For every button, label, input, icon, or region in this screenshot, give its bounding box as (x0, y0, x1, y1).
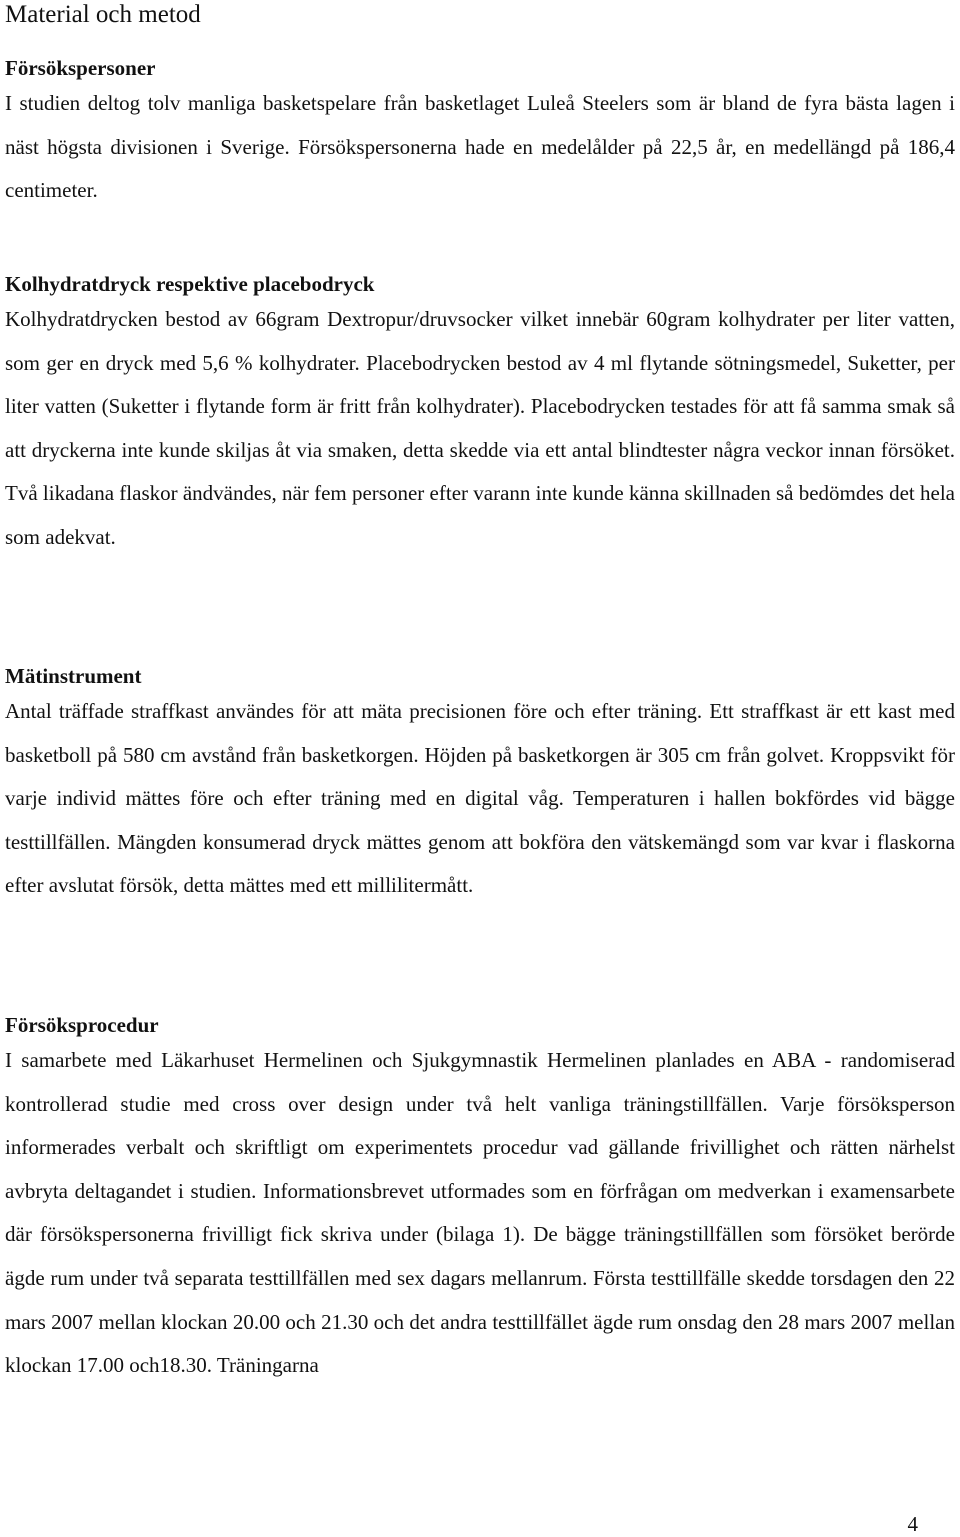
page-title: Material och metod (5, 1, 201, 28)
section-paragraph: I samarbete med Läkarhuset Hermelinen och Sjukgymnastik Hermelinen planlades en ABA - randomiserad kontrollerad studie med cross over design under två helt vanliga träningstillfällen. Varje försöksperson informerades verbalt och skriftligt om experimentets procedur vad gällande frivillighet och rätten närhelst avbryta deltagandet i studien. Informationsbrevet utformades som en förfrågan om medverkan i examensarbete där försökspersonerna frivilligt fick skriva under (bilaga 1). De bägge träningstillfällen som försöket berörde ägde rum under två separata testtillfällen med sex dagars mellanrum. Första testtillfälle skedde torsdagen den 22 mars 2007 mellan klockan 20.00 och 21.30 och det andra testtillfället ägde rum onsdag den 28 mars 2007 mellan klockan 17.00 och18.30. Träningarna (5, 1048, 955, 1378)
section-heading: Kolhydratdryck respektive placebodryck (5, 272, 375, 296)
document-page (5, 0, 955, 1378)
section-heading: Mätinstrument (5, 664, 142, 688)
section-forsokspersoner (5, 56, 955, 213)
section-matinstrument (5, 664, 955, 908)
section-kolhydratdryck (5, 272, 955, 560)
section-paragraph: I studien deltog tolv manliga basketspelare från basketlaget Luleå Steelers som är bland de fyra bästa lagen i näst högsta divisionen i Sverige. Försökspersonerna hade en medelålder på 22,5 år, en medellängd på 186,4 centimeter. (5, 91, 955, 203)
section-heading: Försökspersoner (5, 56, 156, 80)
section-paragraph: Antal träffade straffkast användes för att mäta precisionen före och efter träning. Ett straffkast är ett kast med basketboll på 580 cm avstånd från basketkorgen. Höjden på basketkorgen är 305 cm från golvet. Kroppsvikt för varje individ mättes före och efter träning med en digital våg. Temperaturen i hallen bokfördes vid bägge testtillfällen. Mängden konsumerad dryck mättes genom att bokföra den vätskemängd som var kvar i flaskorna efter avslutat försök, detta mättes med ett millilitermått. (5, 699, 955, 898)
page-number: 4 (907, 1512, 918, 1536)
section-heading: Försöksprocedur (5, 1013, 159, 1037)
section-paragraph: Kolhydratdrycken bestod av 66gram Dextropur/druvsocker vilket innebär 60gram kolhydrater per liter vatten, som ger en dryck med 5,6 % kolhydrater. Placebodrycken bestod av 4 ml flytande sötningsmedel, Suketter, per liter vatten (Suketter i flytande form är fritt från kolhydrater). Placebodrycken testades för att få samma smak så att dryckerna inte kunde skiljas åt via smaken, detta skedde via ett antal blindtester några veckor innan försöket. Två likadana flaskor ändvändes, när fem personer efter varann inte kunde känna skillnaden så bedömdes det hela som adekvat. (5, 307, 955, 549)
section-forsoksprocedur (5, 1013, 955, 1388)
